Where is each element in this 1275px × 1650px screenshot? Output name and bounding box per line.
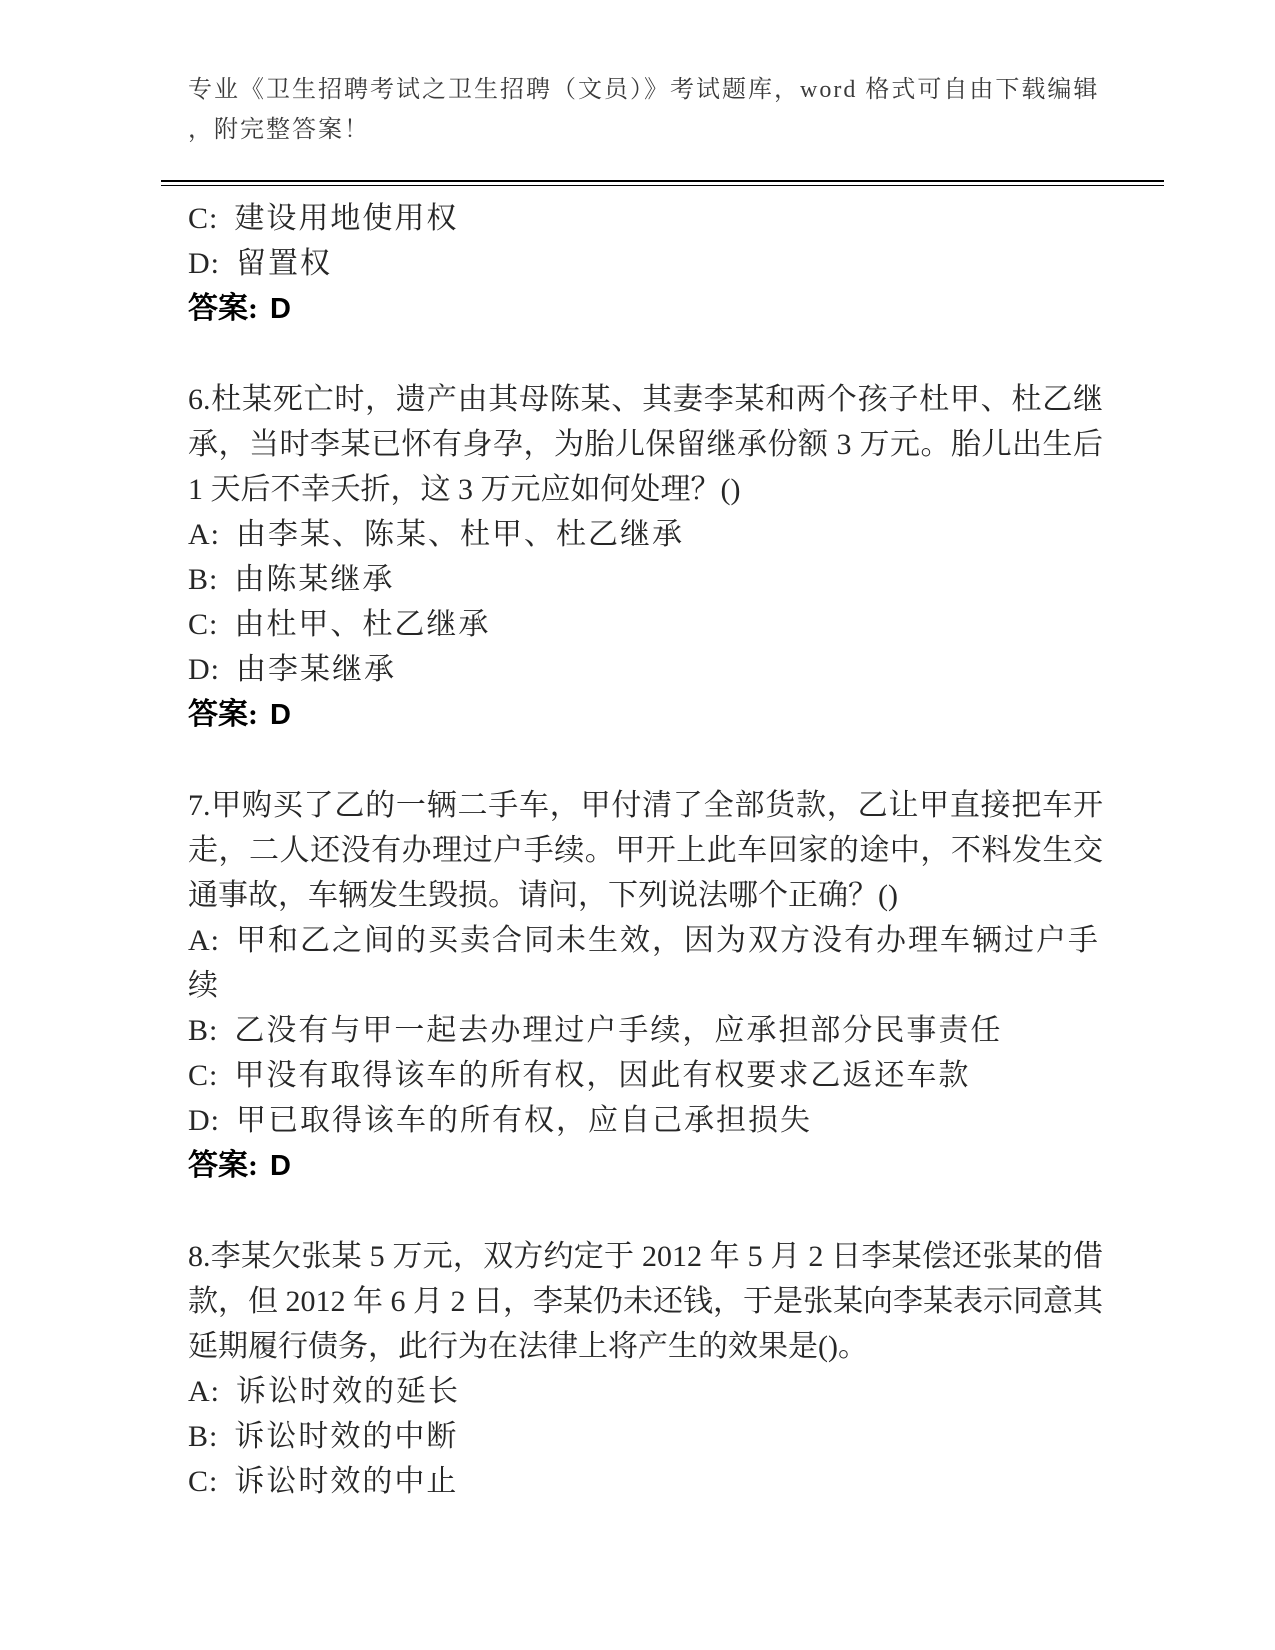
questions-area xyxy=(188,196,1103,1504)
page-content xyxy=(188,0,1103,1504)
option-text: 由李某、陈某、杜甲、杜乙继承 xyxy=(236,518,684,551)
answer-value: D xyxy=(270,293,291,325)
option-label: A: xyxy=(188,924,220,957)
option-text: 甲没有取得该车的所有权，因此有权要求乙返还车款 xyxy=(234,1059,971,1092)
answer-row xyxy=(188,692,1103,738)
question-7 xyxy=(188,783,1103,1189)
option-text: 由杜甲、杜乙继承 xyxy=(234,608,491,641)
option-text: 由李某继承 xyxy=(236,653,396,686)
option-label: C: xyxy=(188,1059,219,1092)
option-label: D: xyxy=(188,1104,220,1137)
option-label: B: xyxy=(188,1420,219,1453)
option-row xyxy=(188,241,1103,286)
option-text: 甲和乙之间的买卖合同未生效，因为双方没有办理车辆过户手续 xyxy=(188,924,1100,1002)
question-6 xyxy=(188,377,1103,738)
answer-row xyxy=(188,286,1103,332)
option-row xyxy=(188,196,1103,241)
option-label: C: xyxy=(188,608,219,641)
option-row xyxy=(188,557,1103,602)
option-label: D: xyxy=(188,653,220,686)
question-stem: 6.杜某死亡时，遗产由其母陈某、其妻李某和两个孩子杜甲、杜乙继承，当时李某已怀有身孕，为胎儿保留继承份额 3 万元。胎儿出生后 1 天后不幸夭折，这 3 万元应如何处理？() xyxy=(188,383,1103,506)
question-stem: 8.李某欠张某 5 万元，双方约定于 2012 年 5 月 2 日李某偿还张某的借款，但 2012 年 6 月 2 日，李某仍未还钱，于是张某向李某表示同意其延期履行债务，此行为在法律上将产生的效果是()。 xyxy=(188,1240,1103,1363)
answer-label: 答案: xyxy=(188,292,258,325)
option-label: C: xyxy=(188,202,219,235)
header-line-1: 专业《卫生招聘考试之卫生招聘（文员）》考试题库，word 格式可自由下载编辑 xyxy=(188,77,1100,103)
option-text: 留置权 xyxy=(236,247,332,280)
option-text: 建设用地使用权 xyxy=(234,202,459,235)
option-text: 诉讼时效的中止 xyxy=(234,1465,459,1498)
option-row xyxy=(188,1414,1103,1459)
answer-value: D xyxy=(270,1150,291,1182)
option-label: A: xyxy=(188,1375,220,1408)
option-text: 诉讼时效的延长 xyxy=(236,1375,460,1408)
option-row xyxy=(188,1459,1103,1504)
option-row xyxy=(188,602,1103,647)
header-divider xyxy=(161,180,1164,186)
option-label: D: xyxy=(188,247,220,280)
option-row xyxy=(188,918,1103,1008)
carryover-question-options xyxy=(188,196,1103,332)
option-text: 甲已取得该车的所有权，应自己承担损失 xyxy=(236,1104,812,1137)
option-label: A: xyxy=(188,518,220,551)
option-label: C: xyxy=(188,1465,219,1498)
option-row xyxy=(188,1098,1103,1143)
option-row xyxy=(188,647,1103,692)
page-header xyxy=(188,70,1103,150)
option-row xyxy=(188,1369,1103,1414)
answer-label: 答案: xyxy=(188,698,258,731)
option-label: B: xyxy=(188,563,219,596)
answer-label: 答案: xyxy=(188,1149,258,1182)
question-stem: 7.甲购买了乙的一辆二手车，甲付清了全部货款，乙让甲直接把车开走，二人还没有办理过户手续。甲开上此车回家的途中，不料发生交通事故，车辆发生毁损。请问，下列说法哪个正确？() xyxy=(188,789,1103,912)
option-row xyxy=(188,512,1103,557)
option-text: 乙没有与甲一起去办理过户手续，应承担部分民事责任 xyxy=(234,1014,1003,1047)
option-text: 诉讼时效的中断 xyxy=(234,1420,459,1453)
header-line-2: ，附完整答案！ xyxy=(188,117,370,143)
option-text: 由陈某继承 xyxy=(234,563,395,596)
option-row xyxy=(188,1008,1103,1053)
question-8 xyxy=(188,1234,1103,1504)
option-row xyxy=(188,1053,1103,1098)
answer-value: D xyxy=(270,699,291,731)
option-label: B: xyxy=(188,1014,219,1047)
answer-row xyxy=(188,1143,1103,1189)
